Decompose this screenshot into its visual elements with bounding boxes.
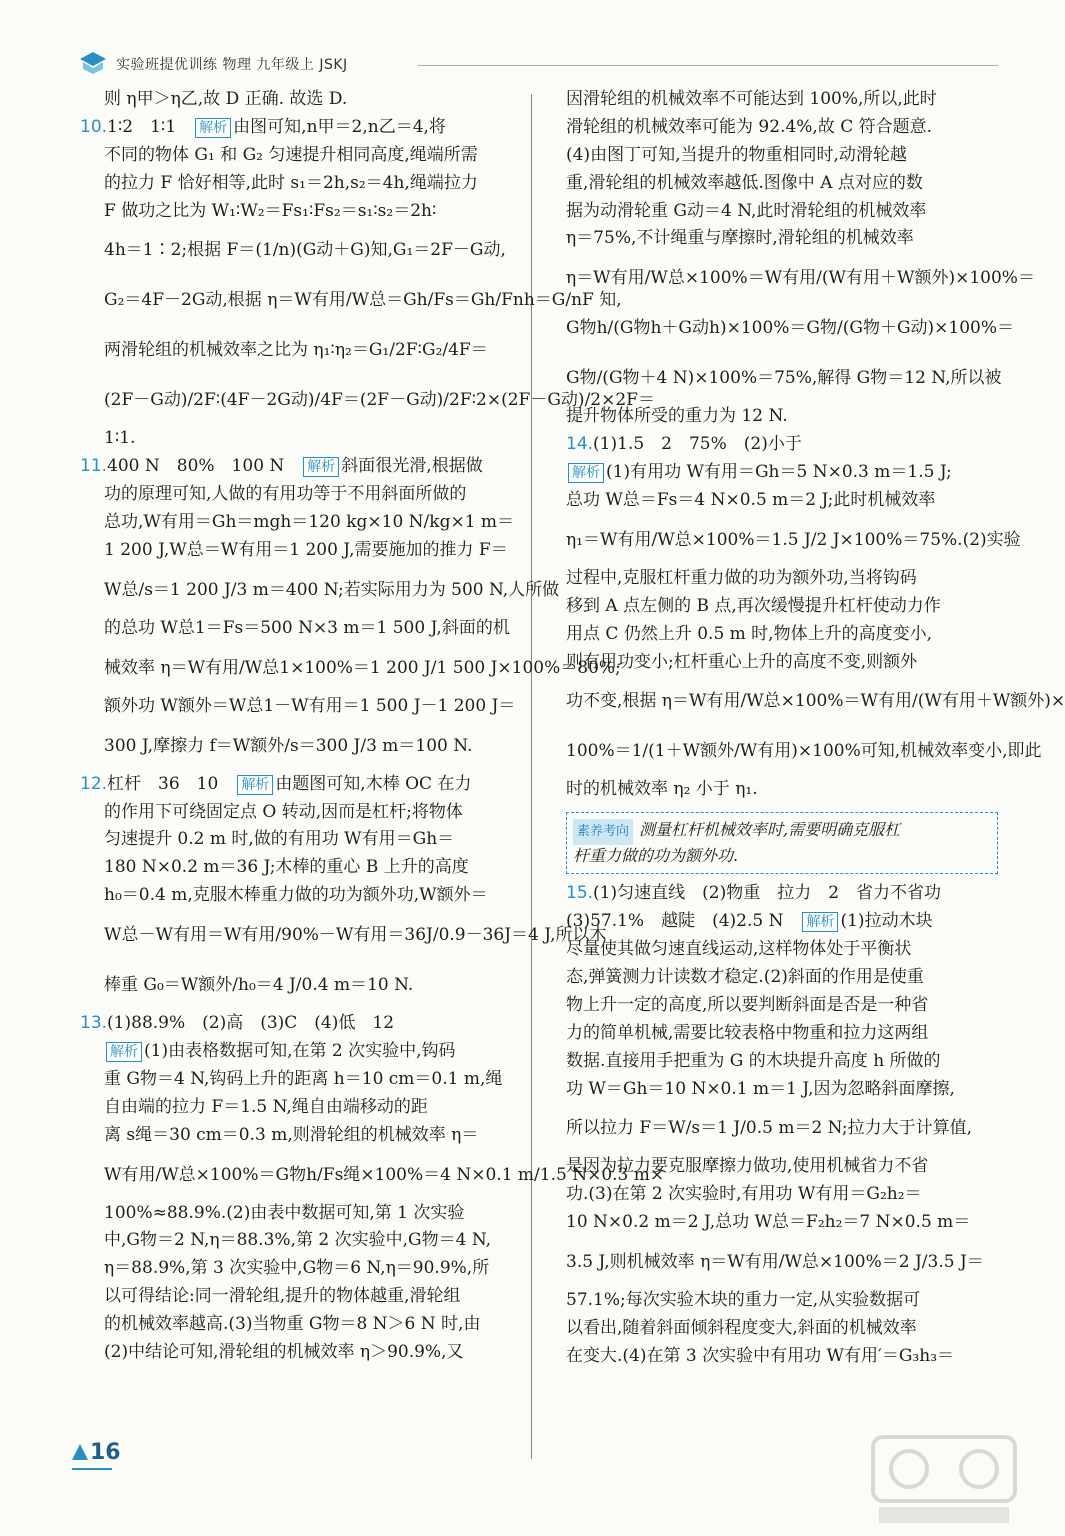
text-line bbox=[80, 643, 621, 693]
line-text: 10 N×0.2 m＝2 J,总功 W总＝F₂h₂＝7 N×0.5 m＝ bbox=[566, 1212, 971, 1233]
right-column bbox=[566, 86, 1065, 1371]
line-text: 功.(3)在第 2 次实验时,有用功 W有用＝G₂h₂＝ bbox=[566, 1184, 922, 1205]
line-text: η＝W有用/W总×100%＝W有用/(W有用＋W额外)×100%＝ bbox=[566, 268, 1035, 289]
line-text: 物上升一定的高度,所以要判断斜面是否是一种省 bbox=[566, 994, 929, 1015]
text-line bbox=[80, 142, 520, 170]
text-line bbox=[80, 615, 520, 643]
text-line bbox=[80, 86, 520, 114]
line-text: η₁＝W有用/W总×100%＝1.5 J/2 J×100%＝75%.(2)实验 bbox=[566, 529, 1021, 550]
line-text: 移到 A 点左侧的 B 点,再次缓慢提升杠杆使动力作 bbox=[566, 595, 941, 616]
text-line bbox=[80, 771, 520, 799]
line-text: 离 s绳＝30 cm＝0.3 m,则滑轮组的机械效率 η＝ bbox=[104, 1124, 479, 1145]
line-text: 180 N×0.2 m＝36 J;木棒的重心 B 上升的高度 bbox=[104, 857, 469, 878]
text-line bbox=[566, 649, 998, 677]
text-line bbox=[80, 1150, 665, 1200]
text-line bbox=[566, 593, 998, 621]
text-line bbox=[80, 509, 520, 537]
line-text: 以看出,随着斜面倾斜程度变大,斜面的机械效率 bbox=[566, 1318, 917, 1339]
text-line bbox=[80, 1200, 520, 1228]
line-text: W有用/W总×100%＝G物h/Fs绳×100%＝4 N×0.1 m/1.5 N×0.3 m× bbox=[104, 1164, 665, 1185]
line-text: 总功,W有用＝Gh＝mgh＝120 kg×10 N/kg×1 m＝ bbox=[104, 512, 515, 533]
line-text: (4)由图丁可知,当提升的物重相同时,动滑轮越 bbox=[566, 144, 907, 165]
text-line bbox=[80, 1339, 520, 1367]
text-line bbox=[566, 964, 998, 992]
line-text-rest: 由图可知,n甲＝2,n乙＝4,将 bbox=[233, 116, 446, 137]
text-line bbox=[566, 142, 998, 170]
text-line bbox=[566, 487, 998, 515]
line-text: 尽量使其做匀速直线运动,这样物体处于平衡状 bbox=[566, 939, 912, 960]
text-line bbox=[80, 693, 520, 721]
text-line bbox=[566, 515, 1021, 565]
line-text: 100%＝1/(1＋W额外/W有用)×100%可知,机械效率变小,即此 bbox=[566, 741, 1042, 762]
line-text: G物/(G物＋4 N)×100%＝75%,解得 G物＝12 N,所以被 bbox=[566, 368, 1002, 389]
question-number: 14. bbox=[566, 434, 594, 455]
line-text: 1∶1. bbox=[104, 428, 136, 449]
page-number-underline bbox=[72, 1468, 112, 1470]
line-text: 数据.直接用手把重为 G 的木块提升高度 h 所做的 bbox=[566, 1050, 941, 1071]
text-line bbox=[80, 1038, 520, 1066]
text-line bbox=[566, 1209, 998, 1237]
text-line bbox=[566, 565, 998, 593]
line-text: 自由端的拉力 F＝1.5 N,绳自由端移动的距 bbox=[104, 1096, 428, 1117]
book-logo-icon bbox=[78, 50, 108, 76]
callout-text: 测量杠杆机械效率时,需要明确克服杠 bbox=[639, 820, 901, 840]
line-text: G物h/(G物h＋G动h)×100%＝G物/(G物＋G动)×100%＝ bbox=[566, 318, 1015, 339]
line-text: 功的原理可知,人做的有用功等于不用斜面所做的 bbox=[104, 484, 467, 505]
line-text: 以可得结论:同一滑轮组,提升的物体越重,滑轮组 bbox=[104, 1286, 461, 1307]
text-line bbox=[80, 1066, 520, 1094]
line-text: 额外功 W额外＝W总1－W有用＝1 500 J－1 200 J＝ bbox=[104, 695, 516, 716]
line-text: 据为动滑轮重 G动＝4 N,此时滑轮组的机械效率 bbox=[566, 200, 927, 221]
line-text: 是因为拉力要克服摩擦力做功,使用机械省力不省 bbox=[566, 1156, 929, 1177]
question-number: 13. bbox=[80, 1013, 108, 1034]
line-text: 重,滑轮组的机械效率越低.图像中 A 点对应的数 bbox=[566, 172, 923, 193]
text-line bbox=[80, 453, 520, 481]
text-line bbox=[566, 621, 998, 649]
text-line bbox=[80, 225, 520, 275]
text-line bbox=[566, 880, 998, 908]
line-text-rest: 斜面很光滑,根据做 bbox=[341, 456, 483, 477]
question-number: 12. bbox=[80, 773, 108, 794]
question-number: 15. bbox=[566, 883, 594, 904]
line-text: 400 N 80% 100 N bbox=[107, 456, 302, 477]
line-text: (1)88.9% (2)高 (3)C (4)低 12 bbox=[107, 1013, 395, 1034]
text-line bbox=[80, 481, 520, 509]
line-text: 用点 C 仍然上升 0.5 m 时,物体上升的高度变小, bbox=[566, 623, 932, 644]
line-text: (1)1.5 2 75% (2)小于 bbox=[593, 434, 802, 455]
line-text: η＝88.9%,第 3 次实验中,G物＝6 N,η＝90.9%,所 bbox=[104, 1258, 490, 1279]
line-text: 两滑轮组的机械效率之比为 η₁∶η₂＝G₁/2F∶G₂/4F＝ bbox=[104, 340, 488, 361]
callout-line bbox=[573, 817, 991, 843]
line-text: W总/s＝1 200 J/3 m＝400 N;若实际用力为 500 N,人所做 bbox=[104, 579, 560, 600]
line-text: 1 200 J,W总＝W有用＝1 200 J,需要施加的推力 F＝ bbox=[104, 540, 508, 561]
text-line bbox=[566, 992, 998, 1020]
line-text: (2)中结论可知,滑轮组的机械效率 η＞90.9%,又 bbox=[104, 1342, 464, 1363]
text-line bbox=[80, 1227, 520, 1255]
analysis-tag: 解析 bbox=[802, 912, 838, 932]
text-line bbox=[80, 1010, 520, 1038]
analysis-tag: 解析 bbox=[195, 118, 231, 138]
line-text: G₂＝4F－2G动,根据 η＝W有用/W总＝Gh/Fs＝Gh/Fnh＝G/nF 知, bbox=[104, 290, 622, 311]
text-line bbox=[566, 431, 998, 459]
line-text: 因滑轮组的机械效率不可能达到 100%,所以,此时 bbox=[566, 89, 937, 109]
callout-badge: 素养考向 bbox=[573, 819, 633, 845]
text-line bbox=[566, 1103, 998, 1153]
line-text: 不同的物体 G₁ 和 G₂ 匀速提升相同高度,绳端所需 bbox=[104, 144, 478, 165]
header-title: 实验班提优训练 物理 九年级上 JSKJ bbox=[116, 57, 348, 73]
line-text-rest: (1)拉动木块 bbox=[840, 911, 933, 932]
text-line bbox=[80, 826, 520, 854]
line-text: 态,弹簧测力计读数才稳定.(2)斜面的作用是使重 bbox=[566, 967, 924, 988]
text-line bbox=[566, 1153, 998, 1181]
question-number: 10. bbox=[80, 116, 108, 137]
line-text: 械效率 η＝W有用/W总1×100%＝1 200 J/1 500 J×100%＝80%; bbox=[104, 657, 621, 678]
text-line bbox=[566, 1048, 998, 1076]
text-line bbox=[80, 960, 520, 1010]
text-line bbox=[566, 353, 1002, 403]
line-text: 杠杆 36 10 bbox=[107, 773, 236, 794]
line-text: 100%≈88.9%.(2)由表中数据可知,第 1 次实验 bbox=[104, 1202, 465, 1223]
line-text: 中,G物＝2 N,η＝88.3%,第 2 次实验中,G物＝4 N, bbox=[104, 1230, 492, 1251]
callout-line: 杆重力做的功为额外功. bbox=[573, 846, 739, 866]
line-text: 功不变,根据 η＝W有用/W总×100%＝W有用/(W有用＋W额外)× bbox=[566, 691, 1065, 712]
line-text: 3.5 J,则机械效率 η＝W有用/W总×100%＝2 J/3.5 J＝ bbox=[566, 1252, 984, 1273]
text-line bbox=[566, 114, 998, 142]
text-line bbox=[566, 1076, 998, 1104]
text-line bbox=[566, 225, 998, 253]
text-line bbox=[80, 1122, 520, 1150]
text-line bbox=[80, 425, 520, 453]
literacy-callout bbox=[566, 812, 998, 874]
line-text: (2F－G动)/2F∶(4F－2G动)/4F＝(2F－G动)/2F∶2×(2F－G动)/2×2F＝ bbox=[104, 390, 655, 411]
text-line bbox=[80, 721, 520, 771]
text-line bbox=[566, 459, 998, 487]
text-line bbox=[566, 1287, 998, 1315]
analysis-tag: 解析 bbox=[568, 463, 604, 483]
line-text: 时的机械效率 η₂ 小于 η₁. bbox=[566, 779, 758, 800]
text-line bbox=[80, 1255, 520, 1283]
text-line bbox=[566, 1020, 998, 1048]
text-line bbox=[566, 303, 1015, 353]
text-line bbox=[80, 799, 520, 827]
line-text-rest: 由题图可知,木棒 OC 在力 bbox=[275, 773, 472, 794]
line-text: 棒重 G₀＝W额外/h₀＝4 J/0.4 m＝10 N. bbox=[104, 975, 414, 996]
text-line bbox=[566, 908, 998, 936]
text-line bbox=[80, 565, 560, 615]
text-line bbox=[80, 882, 520, 910]
text-line bbox=[566, 198, 998, 226]
line-text: h₀＝0.4 m,克服木棒重力做的功为额外功,W额外＝ bbox=[104, 885, 488, 906]
line-text-rest: (1)由表格数据可知,在第 2 次实验中,钩码 bbox=[144, 1041, 456, 1062]
line-text: 57.1%;每次实验木块的重力一定,从实验数据可 bbox=[566, 1290, 921, 1311]
line-text: η＝75%,不计绳重与摩擦时,滑轮组的机械效率 bbox=[566, 228, 914, 249]
line-text: (3)57.1% 越陡 (4)2.5 N bbox=[566, 911, 801, 932]
text-line bbox=[566, 403, 998, 431]
header-rule bbox=[418, 65, 998, 66]
line-text-rest: (1)有用功 W有用＝Gh＝5 N×0.3 m＝1.5 J; bbox=[606, 462, 952, 483]
analysis-tag: 解析 bbox=[237, 775, 273, 795]
text-line bbox=[80, 910, 607, 960]
text-line bbox=[80, 854, 520, 882]
text-line bbox=[80, 275, 622, 325]
line-text: 所以拉力 F＝W/s＝1 J/0.5 m＝2 N;拉力大于计算值, bbox=[566, 1118, 973, 1139]
text-line bbox=[80, 198, 520, 226]
page-number: 16 bbox=[90, 1440, 121, 1465]
line-text: 在变大.(4)在第 3 次实验中有用功 W有用′＝G₃h₃＝ bbox=[566, 1345, 955, 1366]
line-text: 的总功 W总1＝Fs＝500 N×3 m＝1 500 J,斜面的机 bbox=[104, 617, 510, 638]
question-number: 11. bbox=[80, 456, 108, 477]
text-line bbox=[566, 1181, 998, 1209]
line-text: 的作用下可绕固定点 O 转动,因而是杠杆;将物体 bbox=[104, 801, 463, 822]
line-text: 重 G物＝4 N,钩码上升的距离 h＝10 cm＝0.1 m,绳 bbox=[104, 1068, 503, 1089]
text-line bbox=[566, 170, 998, 198]
up-arrow-icon bbox=[72, 1444, 88, 1460]
line-text: 力的简单机械,需要比较表格中物重和拉力这两组 bbox=[566, 1022, 929, 1043]
text-line bbox=[80, 1094, 520, 1122]
text-line bbox=[566, 1343, 998, 1371]
text-line bbox=[566, 1237, 998, 1287]
line-text: 1∶2 1∶1 bbox=[107, 116, 194, 137]
text-line bbox=[566, 776, 998, 804]
line-text: 匀速提升 0.2 m 时,做的有用功 W有用＝Gh＝ bbox=[104, 829, 455, 850]
line-text: 则有用功变小;杠杆重心上升的高度不变,则额外 bbox=[566, 651, 918, 672]
line-text: 的机械效率越高.(3)当物重 G物＝8 N＞6 N 时,由 bbox=[104, 1314, 481, 1335]
text-line bbox=[566, 936, 998, 964]
line-text: 的拉力 F 恰好相等,此时 s₁＝2h,s₂＝4h,绳端拉力 bbox=[104, 172, 478, 193]
line-text: 提升物体所受的重力为 12 N. bbox=[566, 406, 788, 427]
text-line bbox=[566, 676, 1065, 726]
line-text: 300 J,摩擦力 f＝W额外/s＝300 J/3 m＝100 N. bbox=[104, 735, 473, 756]
text-line bbox=[80, 375, 655, 425]
text-line bbox=[566, 1315, 998, 1343]
line-text: 过程中,克服杠杆重力做的功为额外功,当将钩码 bbox=[566, 567, 917, 588]
text-line bbox=[80, 1283, 520, 1311]
line-text: 功 W＝Gh＝10 N×0.1 m＝1 J,因为忽略斜面摩擦, bbox=[566, 1078, 955, 1099]
page-header bbox=[78, 48, 998, 82]
text-line bbox=[80, 537, 520, 565]
line-text: (1)匀速直线 (2)物重 拉力 2 省力不省功 bbox=[593, 883, 942, 904]
text-line bbox=[80, 170, 520, 198]
text-line bbox=[80, 114, 520, 142]
line-text: W总－W有用＝W有用/90%－W有用＝36J/0.9－36J＝4 J,所以木 bbox=[104, 925, 607, 946]
text-line bbox=[80, 1311, 520, 1339]
text-line bbox=[566, 253, 1035, 303]
line-text: 则 η甲＞η乙,故 D 正确. 故选 D. bbox=[104, 89, 348, 109]
line-text: 总功 W总＝Fs＝4 N×0.5 m＝2 J;此时机械效率 bbox=[566, 490, 936, 511]
line-text: 滑轮组的机械效率可能为 92.4%,故 C 符合题意. bbox=[566, 116, 933, 137]
text-line bbox=[566, 86, 998, 114]
line-text: F 做功之比为 W₁∶W₂＝Fs₁∶Fs₂＝s₁∶s₂＝2h∶ bbox=[104, 200, 437, 221]
text-line bbox=[80, 325, 520, 375]
text-line bbox=[566, 726, 1042, 776]
analysis-tag: 解析 bbox=[106, 1042, 142, 1062]
line-text: 4h＝1∶2;根据 F＝(1/n)(G动＋G)知,G₁＝2F－G动, bbox=[104, 240, 506, 261]
analysis-tag: 解析 bbox=[303, 457, 339, 477]
answer-watermark-icon bbox=[869, 1433, 1019, 1528]
